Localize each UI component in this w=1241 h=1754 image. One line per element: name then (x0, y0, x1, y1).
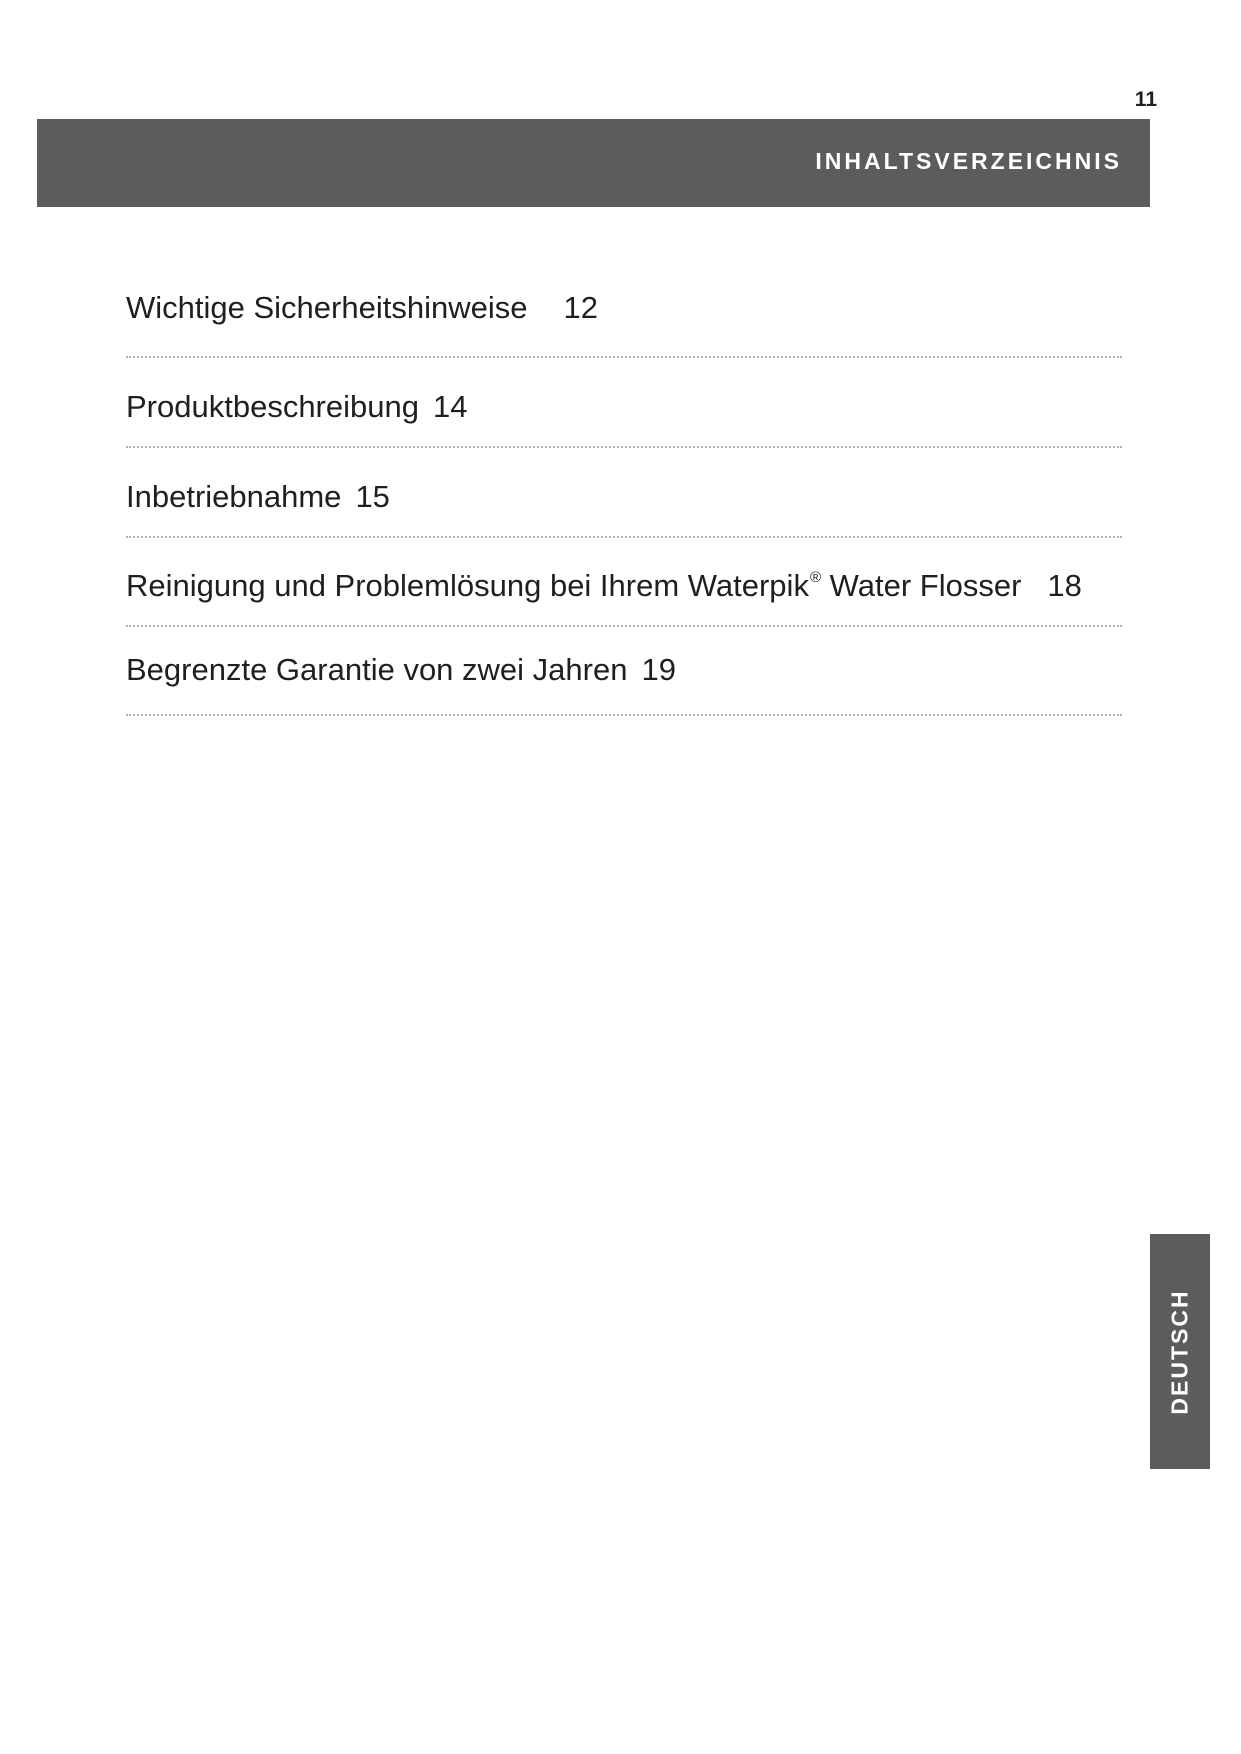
page-number: 11 (1134, 88, 1157, 111)
toc-entry-garantie[interactable] (126, 627, 1122, 716)
toc-entry-reinigung[interactable] (126, 538, 1122, 627)
toc-entry-sicherheitshinweise[interactable] (126, 278, 1122, 358)
registered-mark: ® (809, 569, 822, 586)
language-tab-label: DEUTSCH (1166, 1288, 1193, 1415)
language-tab (1150, 1234, 1210, 1469)
toc-entry-page: 14 (432, 389, 468, 424)
page-title: INHALTSVERZEICHNIS (815, 148, 1122, 174)
toc-entry-page: 18 (1047, 568, 1082, 603)
toc-entry-inbetriebnahme[interactable] (126, 448, 1122, 538)
toc-entry-page: 15 (355, 479, 390, 514)
toc-entry-produktbeschreibung[interactable] (126, 358, 1122, 448)
table-of-contents (126, 278, 1122, 716)
toc-entry-label: Wichtige Sicherheitshinweise (126, 290, 528, 325)
toc-entry-label: Begrenzte Garantie von zwei Jahren (126, 652, 628, 687)
toc-entry-label-suffix: Water Flosser (821, 568, 1022, 603)
toc-entry-page: 19 (641, 652, 676, 687)
header-bar (37, 119, 1150, 207)
toc-entry-page: 12 (563, 290, 598, 325)
toc-entry-label: Inbetriebnahme (126, 479, 342, 514)
toc-entry-label: Produktbeschreibung (126, 389, 419, 424)
toc-entry-label: Reinigung und Problemlösung bei Ihrem Waterpik (126, 568, 809, 603)
